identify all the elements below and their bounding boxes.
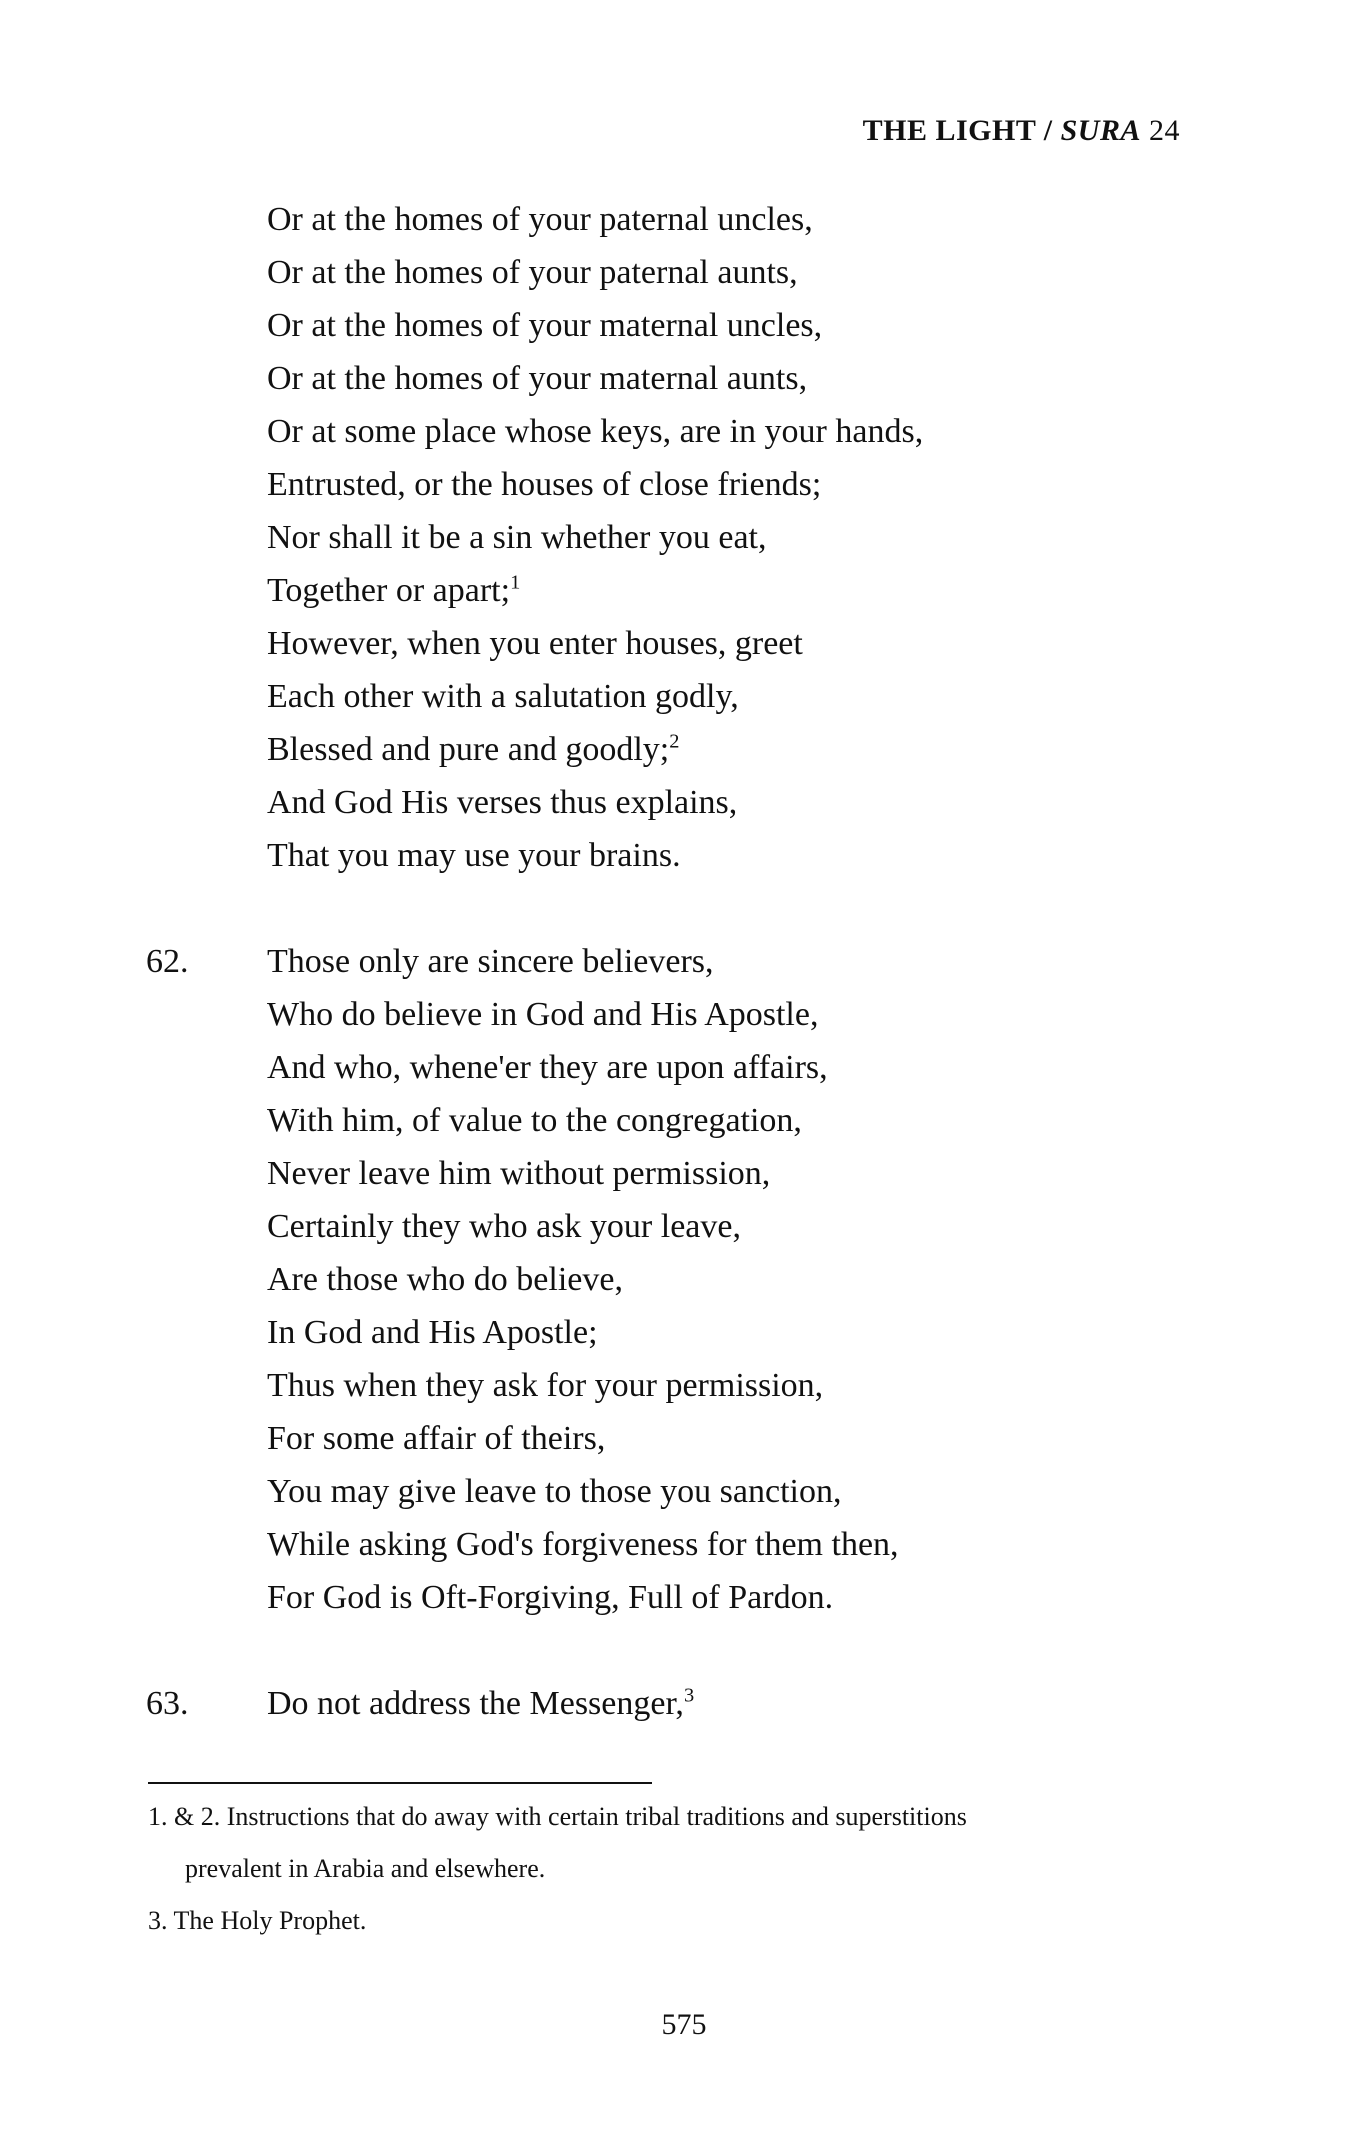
verse-line-text: Together or apart; (267, 572, 511, 609)
verse-line: Or at the homes of your maternal uncles, (267, 307, 823, 344)
verse-line-with-footnote (267, 564, 520, 617)
header-sura-number: 24 (1149, 114, 1180, 147)
verse-line: For God is Oft-Forgiving, Full of Pardon. (267, 1579, 834, 1616)
verse-line-with-footnote (267, 723, 679, 776)
verse-line: Are those who do believe, (267, 1261, 623, 1298)
verse-line: While asking God's forgiveness for them then, (267, 1526, 899, 1563)
footnote-ref: 2 (669, 730, 680, 753)
verse-line: Nor shall it be a sin whether you eat, (267, 519, 767, 556)
verse-number: 63. (146, 1685, 189, 1722)
verse-line: Who do believe in God and His Apostle, (267, 996, 819, 1033)
verse-line: Thus when they ask for your permission, (267, 1367, 824, 1404)
verse-line: With him, of value to the congregation, (267, 1102, 802, 1139)
verse-line: Or at the homes of your paternal uncles, (267, 201, 813, 238)
footnote-ref: 3 (683, 1684, 695, 1707)
verse-line-text: Do not address the Messenger, (267, 1685, 684, 1722)
verse-line: That you may use your brains. (267, 837, 681, 874)
header-title: THE LIGHT / (862, 114, 1053, 147)
running-header (863, 114, 1180, 148)
header-sura-label: SURA (1060, 114, 1141, 147)
footnote-rule (148, 1782, 652, 1784)
verse-line: Each other with a salutation godly, (267, 678, 739, 715)
verse-line-text: Blessed and pure and goodly; (267, 731, 670, 768)
verse-line: In God and His Apostle; (267, 1314, 598, 1351)
verse-line: You may give leave to those you sanction, (267, 1473, 842, 1510)
footnote-1-2: 1. & 2. Instructions that do away with certain tribal traditions and superstitions (148, 1802, 967, 1831)
verse-line: And God His verses thus explains, (267, 784, 738, 821)
verse-line: Or at the homes of your maternal aunts, (267, 360, 808, 397)
verse-line: Entrusted, or the houses of close friends; (267, 466, 822, 503)
verse-line: And who, whene'er they are upon affairs, (267, 1049, 828, 1086)
verse-line-with-footnote (267, 1677, 694, 1730)
verse-line: For some affair of theirs, (267, 1420, 606, 1457)
verse-line: However, when you enter houses, greet (267, 625, 803, 662)
footnote-1-2-continued: prevalent in Arabia and elsewhere. (185, 1854, 546, 1883)
verse-line: Certainly they who ask your leave, (267, 1208, 741, 1245)
verse-line: Or at the homes of your paternal aunts, (267, 254, 798, 291)
verse-line: Those only are sincere believers, (267, 943, 714, 980)
footnote-ref: 1 (510, 571, 521, 594)
verse-line: Never leave him without permission, (267, 1155, 771, 1192)
verse-line: Or at some place whose keys, are in your hands, (267, 413, 924, 450)
verse-number: 62. (146, 943, 189, 980)
footnote-3: 3. The Holy Prophet. (148, 1906, 367, 1935)
page-number: 575 (661, 2008, 707, 2041)
